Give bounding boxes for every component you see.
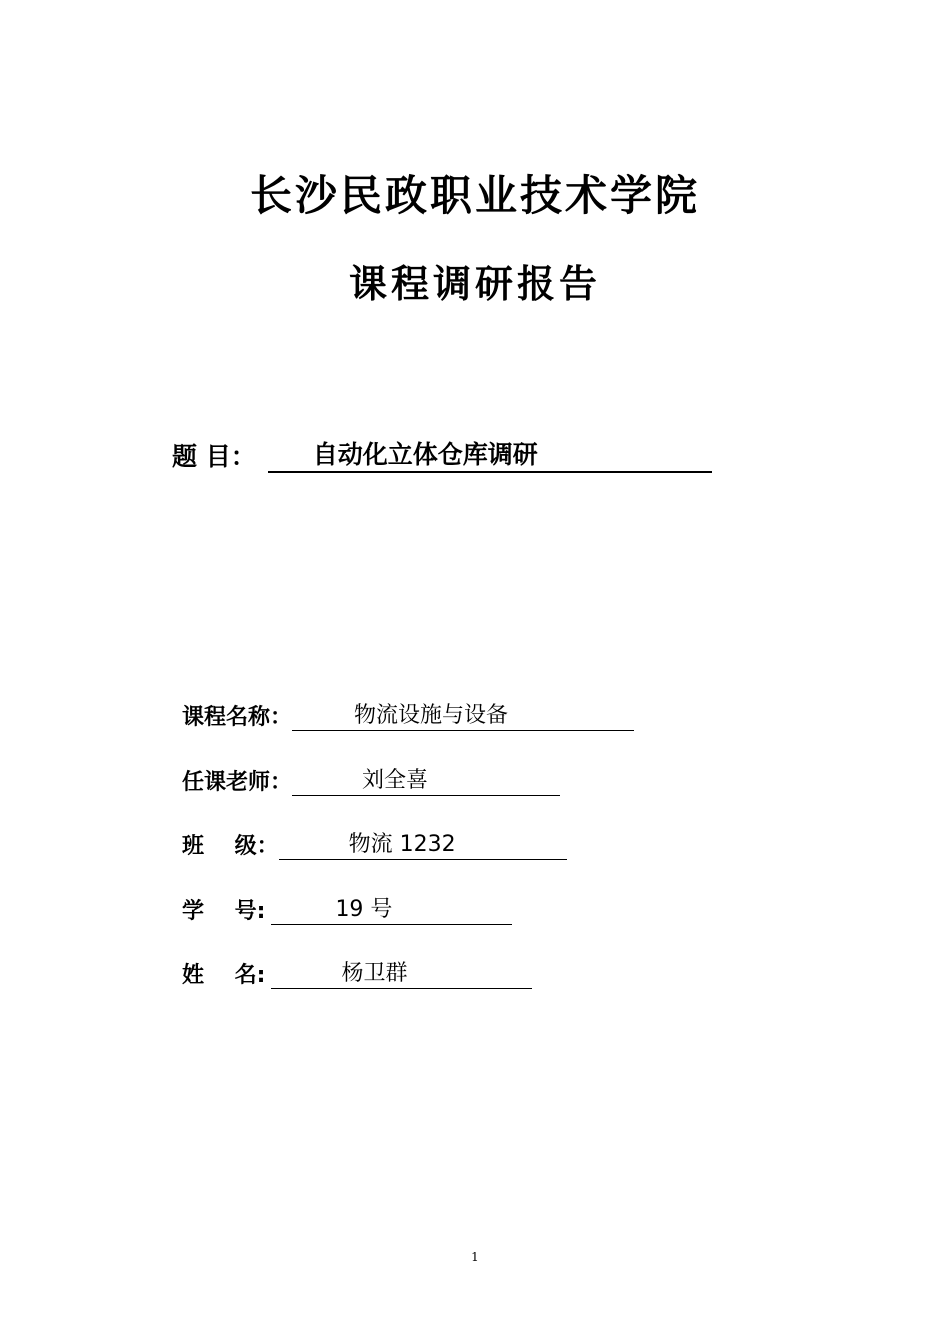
teacher-label: 任课老师： bbox=[182, 770, 293, 795]
student-id-label: 学 号: bbox=[182, 899, 266, 924]
course-name-row bbox=[182, 700, 634, 731]
course-name-value: 物流设施与设备 bbox=[292, 702, 634, 731]
report-type-title: 课程调研报告 bbox=[348, 262, 601, 306]
school-name-title: 长沙民政职业技术学院 bbox=[249, 171, 700, 220]
teacher-row bbox=[182, 765, 560, 796]
class-row bbox=[182, 829, 567, 860]
class-label: 班 级： bbox=[182, 834, 279, 859]
student-name-label: 姓 名: bbox=[182, 963, 266, 988]
class-value: 物流 1232 bbox=[279, 831, 567, 860]
topic-value: 自动化立体仓库调研 bbox=[268, 439, 712, 473]
student-id-value: 19 号 bbox=[271, 896, 512, 925]
teacher-value: 刘全喜 bbox=[292, 767, 560, 796]
student-id-row bbox=[182, 894, 512, 925]
page-number: 1 bbox=[471, 1250, 479, 1264]
topic-label: 题 目： bbox=[172, 442, 256, 471]
student-name-value: 杨卫群 bbox=[271, 960, 532, 989]
topic-row bbox=[172, 437, 712, 473]
student-name-row bbox=[182, 958, 532, 989]
course-name-label: 课程名称： bbox=[182, 705, 293, 730]
